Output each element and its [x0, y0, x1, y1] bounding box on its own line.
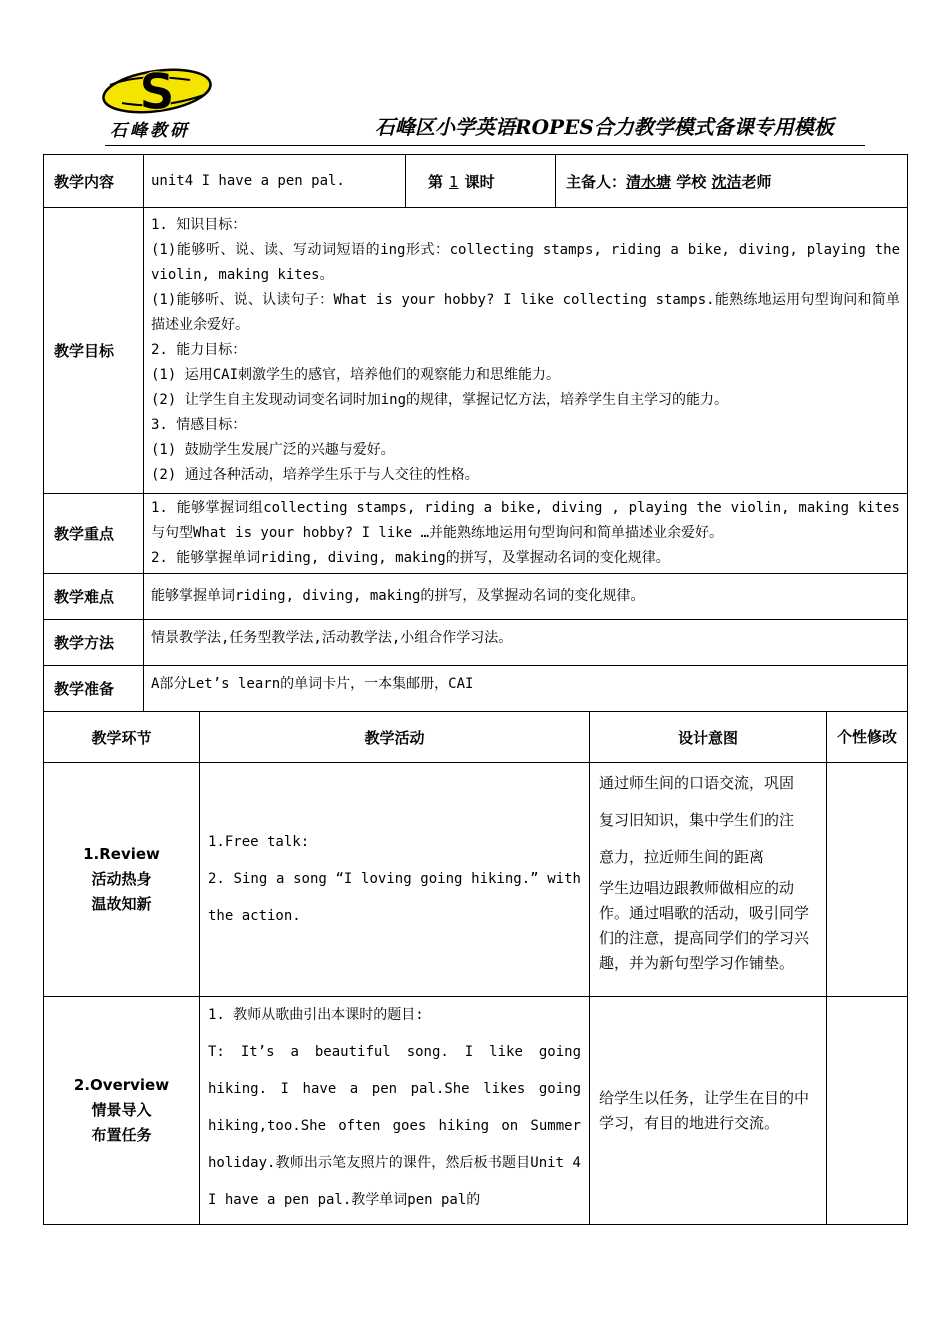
difficult-row — [44, 574, 908, 620]
content-row — [44, 155, 908, 208]
objective-line: (1) 鼓励学生发展广泛的兴趣与爱好。 — [151, 442, 395, 458]
method-content: 情景教学法,任务型教学法,活动教学法,小组合作学习法。 — [144, 620, 908, 666]
preparer-school: 清水塘 — [626, 172, 672, 191]
stage-overview: 2.Overview 情景导入 布置任务 — [44, 997, 200, 1225]
period-cell: 第 1 课时 — [406, 155, 556, 208]
objectives-row — [44, 208, 908, 494]
activity-review: 1.Free talk: 2. Sing a song “I loving going hiking.” with the action. — [200, 763, 590, 997]
procedure-row-overview — [44, 997, 908, 1225]
objective-line: 2. 能力目标： — [151, 342, 247, 358]
logo-letter: S — [138, 63, 176, 121]
activity-overview: 1. 教师从歌曲引出本课时的题目: T: It’s a beautiful song. I like going hiking. I have a pen pal.She likes going hiking,too.She often goes hiking on Summer holiday.教师出示笔友照片的课件，然后板书题目Unit 4 I have a pen pal.教学单词pen pal的 — [200, 997, 590, 1225]
intent-review: 通过师生间的口语交流，巩固 复习旧知识，集中学生们的注 意力，拉近师生间的距离 学生边唱边跟教师做相应的动作。通过唱歌的活动，吸引同学们的注意，提高同学们的学习兴趣，并为新句型学习作铺垫。 — [590, 763, 827, 997]
teaching-procedure-table — [43, 711, 908, 1225]
note-overview — [827, 997, 908, 1225]
procedure-header-row — [44, 712, 908, 763]
content-label: 教学内容 — [44, 155, 144, 208]
stage-review: 1.Review 活动热身 温故知新 — [44, 763, 200, 997]
objective-line: (1) 运用CAI刺激学生的感官，培养他们的观察能力和思维能力。 — [151, 367, 560, 383]
difficult-content: 能够掌握单词riding, diving, making的拼写，及掌握动名词的变化规律。 — [144, 574, 908, 620]
preparer-cell: 主备人：清水塘 学校 沈洁老师 — [556, 155, 908, 208]
key-point: 1. 能够掌握词组collecting stamps, riding a bike, diving , playing the violin, making kites与句型What is your hobby? I like …并能熟练地运用句型询问和简单描述业余爱好。 — [151, 500, 900, 541]
difficult-label: 教学难点 — [44, 574, 144, 620]
prep-row — [44, 666, 908, 712]
header-divider — [105, 145, 865, 146]
key-points-label: 教学重点 — [44, 494, 144, 574]
objectives-content — [144, 208, 908, 494]
lesson-info-table — [43, 154, 908, 712]
header-stage: 教学环节 — [44, 712, 200, 763]
header-activity: 教学活动 — [200, 712, 590, 763]
objective-line: (2) 通过各种活动，培养学生乐于与人交往的性格。 — [151, 467, 479, 483]
objectives-label: 教学目标 — [44, 208, 144, 494]
objective-line: (1)能够听、说、读、写动词短语的ing形式：collecting stamps, riding a bike, diving, playing the violin, making kites。 — [151, 242, 900, 283]
procedure-row-review — [44, 763, 908, 997]
method-row — [44, 620, 908, 666]
preparer-teacher: 沈洁 — [711, 172, 742, 191]
key-point: 2. 能够掌握单词riding, diving, making的拼写，及掌握动名词的变化规律。 — [151, 550, 670, 566]
template-title: 石峰区小学英语ROPES合力教学模式备课专用模板 — [375, 115, 834, 139]
objective-line: 3. 情感目标： — [151, 417, 247, 433]
header-intent: 设计意图 — [590, 712, 827, 763]
key-points-content — [144, 494, 908, 574]
period-number: 1 — [449, 172, 459, 191]
prep-label: 教学准备 — [44, 666, 144, 712]
header-note: 个性修改 — [827, 712, 908, 763]
objective-line: (2) 让学生自主发现动词变名词时加ing的规律，掌握记忆方法，培养学生自主学习的能力。 — [151, 392, 728, 408]
intent-overview: 给学生以任务，让学生在目的中学习，有目的地进行交流。 — [590, 997, 827, 1225]
key-points-row — [44, 494, 908, 574]
note-review — [827, 763, 908, 997]
logo-text: 石峰教研 — [110, 121, 190, 141]
prep-content: A部分Let’s learn的单词卡片，一本集邮册，CAI — [144, 666, 908, 712]
content-value: unit4 I have a pen pal. — [144, 155, 406, 208]
objective-line: 1. 知识目标： — [151, 217, 247, 233]
method-label: 教学方法 — [44, 620, 144, 666]
objective-line: (1)能够听、说、认读句子：What is your hobby? I like collecting stamps.能熟练地运用句型询问和简单描述业余爱好。 — [151, 292, 900, 333]
